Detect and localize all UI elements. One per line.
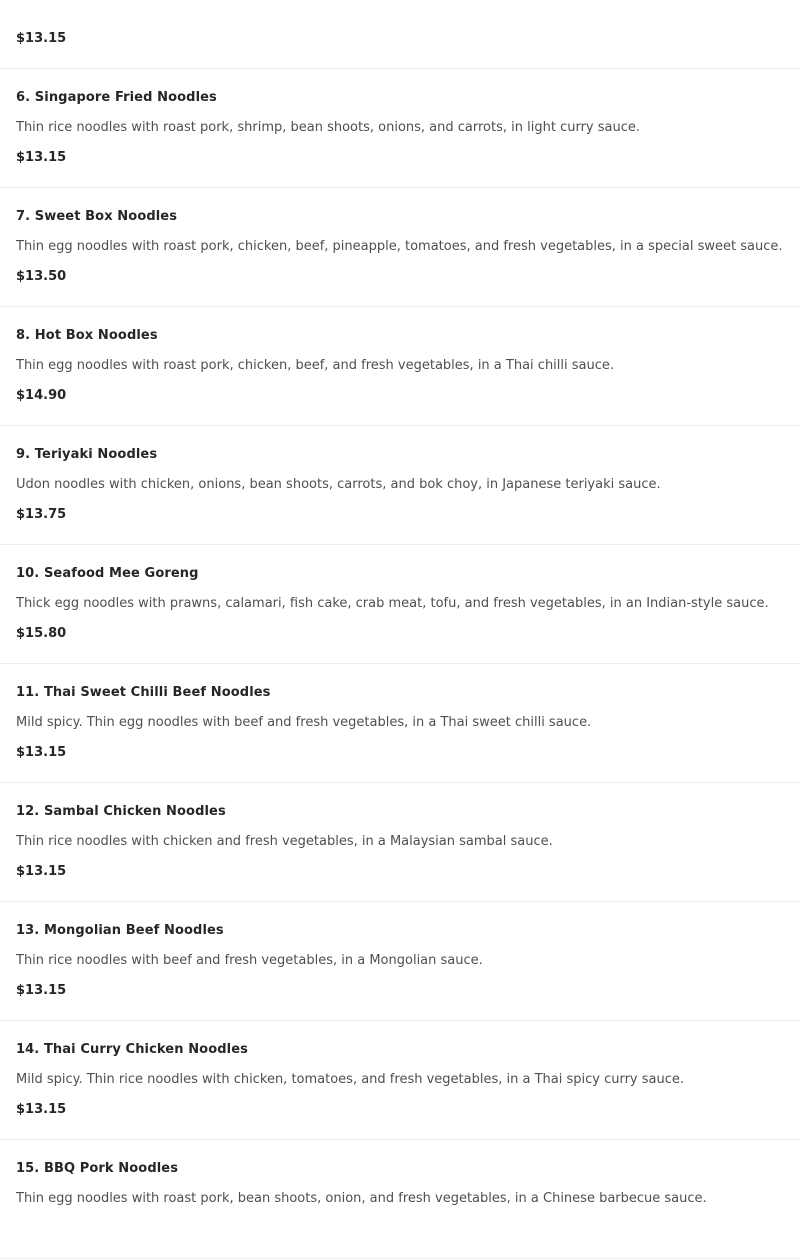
menu-item-name: 13. Mongolian Beef Noodles (16, 923, 224, 938)
menu-item-price: $15.80 (16, 626, 67, 641)
menu-item-price: $13.15 (16, 31, 67, 46)
menu-item[interactable] (0, 426, 800, 545)
menu-item-name: 11. Thai Sweet Chilli Beef Noodles (16, 685, 271, 700)
menu-item[interactable] (0, 664, 800, 783)
menu-item[interactable] (0, 783, 800, 902)
menu-item-description: Thin egg noodles with roast pork, bean shoots, onion, and fresh vegetables, in a Chinese barbecue sauce. (16, 1191, 707, 1206)
menu-item-price: $13.15 (16, 864, 67, 879)
menu-item[interactable] (0, 69, 800, 188)
menu-item-description: Thin egg noodles with roast pork, chicken, beef, pineapple, tomatoes, and fresh vegetables, in a special sweet sauce. (16, 239, 783, 254)
menu-item-price: $13.50 (16, 269, 67, 284)
menu-item-name: 14. Thai Curry Chicken Noodles (16, 1042, 248, 1057)
menu-item-price: $13.15 (16, 1102, 67, 1117)
menu-item[interactable] (0, 902, 800, 1021)
menu-item-description: Thin rice noodles with roast pork, shrimp, bean shoots, onions, and carrots, in light curry sauce. (16, 120, 640, 135)
menu-item[interactable] (0, 1021, 800, 1140)
menu-item[interactable] (0, 0, 800, 69)
menu-item-price: $13.15 (16, 745, 67, 760)
menu-item-description: Thin rice noodles with chicken and fresh vegetables, in a Malaysian sambal sauce. (16, 834, 553, 849)
menu-item-name: 6. Singapore Fried Noodles (16, 90, 217, 105)
menu-item-price: $13.15 (16, 983, 67, 998)
menu-item-price: $14.90 (16, 388, 67, 403)
menu-item-description: Thin rice noodles with beef and fresh vegetables, in a Mongolian sauce. (16, 953, 483, 968)
menu-item-name: 7. Sweet Box Noodles (16, 209, 178, 224)
menu-item[interactable] (0, 307, 800, 426)
menu-item-name: 12. Sambal Chicken Noodles (16, 804, 226, 819)
menu-item-name: 8. Hot Box Noodles (16, 328, 158, 343)
menu-item-description: Thick egg noodles with prawns, calamari, fish cake, crab meat, tofu, and fresh vegetables, in an Indian-style sauce. (16, 596, 769, 611)
menu-item[interactable] (0, 1140, 800, 1259)
menu-item-description: Udon noodles with chicken, onions, bean shoots, carrots, and bok choy, in Japanese teriyaki sauce. (16, 477, 661, 492)
menu-item-description: Mild spicy. Thin egg noodles with beef and fresh vegetables, in a Thai sweet chilli sauce. (16, 715, 592, 730)
menu-item-name: 15. BBQ Pork Noodles (16, 1161, 179, 1176)
menu-item-name: 9. Teriyaki Noodles (16, 447, 158, 462)
menu-item-price: $13.75 (16, 507, 67, 522)
menu-item[interactable] (0, 188, 800, 307)
menu-item-name: 10. Seafood Mee Goreng (16, 566, 199, 581)
menu-item-description: Mild spicy. Thin rice noodles with chicken, tomatoes, and fresh vegetables, in a Thai spicy curry sauce. (16, 1072, 685, 1087)
menu-item-description: Thin egg noodles with roast pork, chicken, beef, and fresh vegetables, in a Thai chilli sauce. (16, 358, 615, 373)
menu-item[interactable] (0, 545, 800, 664)
menu-item-price: $13.15 (16, 150, 67, 165)
